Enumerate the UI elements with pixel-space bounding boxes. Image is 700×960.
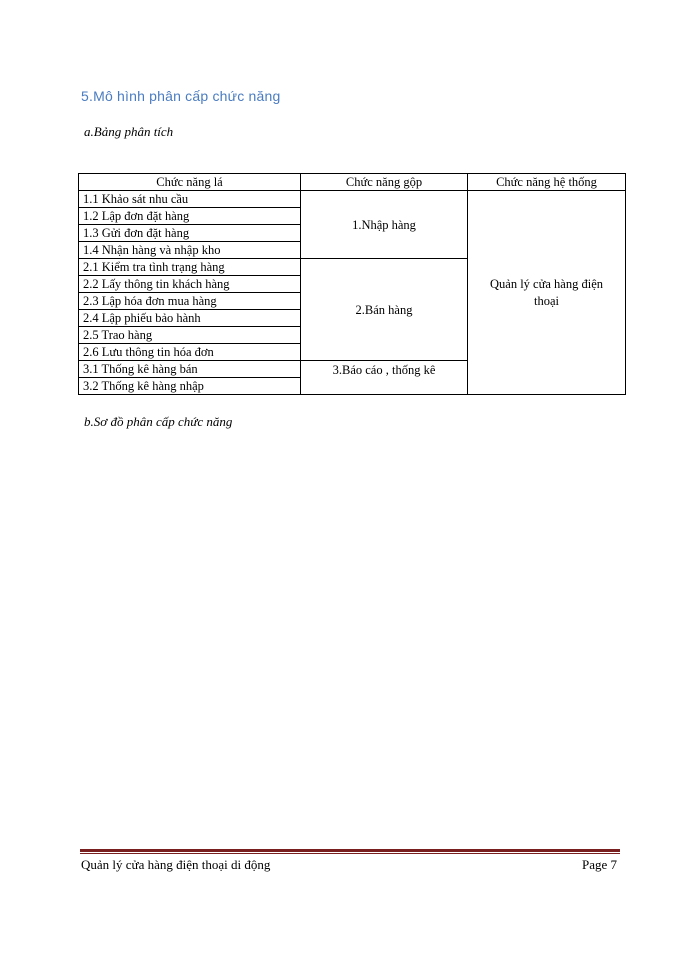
leaf-function-cell: 2.4 Lập phiếu bảo hành xyxy=(79,310,301,327)
subheading-analysis-table: a.Bảng phân tích xyxy=(84,124,174,139)
footer-document-title: Quản lý cửa hàng điện thoại di động xyxy=(81,857,271,872)
group-function-cell: 2.Bán hàng xyxy=(301,259,468,361)
footer-divider-thin xyxy=(80,853,620,854)
header-system-function: Chức năng hệ thống xyxy=(468,174,626,191)
leaf-function-cell: 3.2 Thống kê hàng nhập xyxy=(79,378,301,395)
leaf-function-cell: 2.6 Lưu thông tin hóa đơn xyxy=(79,344,301,361)
footer-page-number: Page 7 xyxy=(581,857,617,872)
header-leaf-function: Chức năng lá xyxy=(79,174,301,191)
group-function-cell: 1.Nhập hàng xyxy=(301,191,468,259)
leaf-function-cell: 3.1 Thống kê hàng bán xyxy=(79,361,301,378)
leaf-function-cell: 2.1 Kiểm tra tình trạng hàng xyxy=(79,259,301,276)
table-row xyxy=(79,191,626,208)
leaf-function-cell: 1.2 Lập đơn đặt hàng xyxy=(79,208,301,225)
table-header-row xyxy=(79,174,626,191)
function-analysis-table xyxy=(78,173,626,395)
system-function-cell: Quản lý cửa hàng điện thoại xyxy=(468,191,626,395)
leaf-function-cell: 2.5 Trao hàng xyxy=(79,327,301,344)
leaf-function-cell: 2.3 Lập hóa đơn mua hàng xyxy=(79,293,301,310)
leaf-function-cell: 1.3 Gửi đơn đặt hàng xyxy=(79,225,301,242)
leaf-function-cell: 1.4 Nhận hàng và nhập kho xyxy=(79,242,301,259)
leaf-function-cell: 2.2 Lấy thông tin khách hàng xyxy=(79,276,301,293)
section-heading: 5.Mô hình phân cấp chức năng xyxy=(81,88,281,104)
footer-divider xyxy=(80,849,620,852)
leaf-function-cell: 1.1 Khảo sát nhu cầu xyxy=(79,191,301,208)
subheading-hierarchy-diagram: b.Sơ đồ phân cấp chức năng xyxy=(84,414,233,429)
group-function-cell: 3.Báo cáo , thống kê xyxy=(301,361,468,395)
header-group-function: Chức năng gộp xyxy=(301,174,468,191)
